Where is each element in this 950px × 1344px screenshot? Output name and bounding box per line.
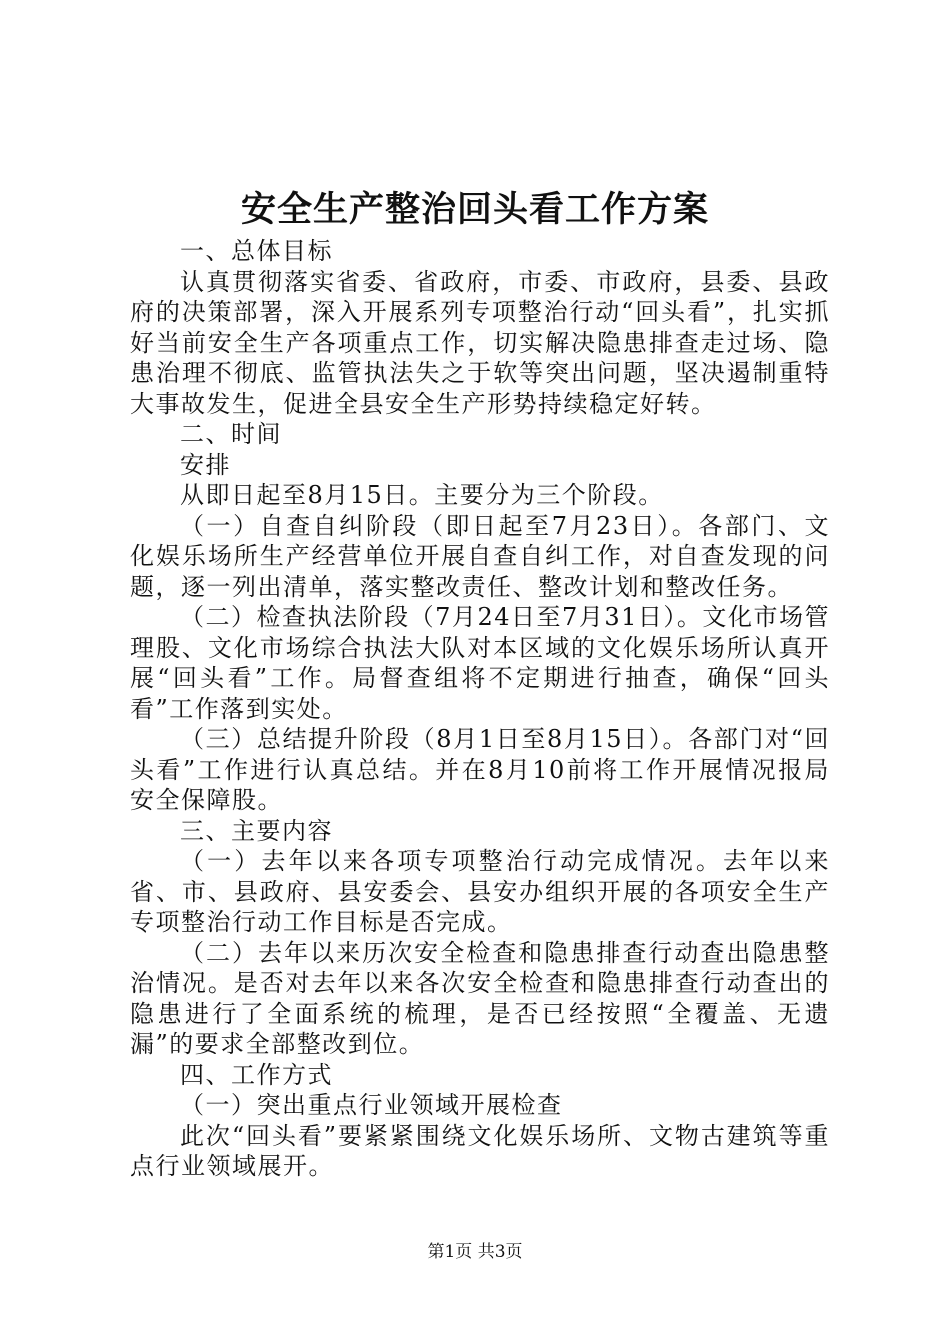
paragraph-stage-2: （二）检查执法阶段（7月24日至7月31日）。文化市场管理股、文化市场综合执法大队对本区域的文化娱乐场所认真开展“回头看”工作。局督查组将不定期进行抽查，确保“回头看”工作落到实处。	[130, 603, 830, 723]
paragraph-content-1: （一）去年以来各项专项整治行动完成情况。去年以来省、市、县政府、县安委会、县安办组织开展的各项安全生产专项整治行动工作目标是否完成。	[130, 847, 830, 936]
page-footer	[0, 1240, 950, 1264]
page-number: 第1页 共3页	[427, 1242, 523, 1262]
document-body	[130, 236, 830, 1182]
document-title: 安全生产整治回头看工作方案	[240, 189, 709, 230]
paragraph-arrangement: 安排	[180, 450, 231, 479]
paragraph-method-heading: （一）突出重点行业领域开展检查	[180, 1091, 563, 1119]
paragraph-content-2: （二）去年以来历次安全检查和隐患排查行动查出隐患整治情况。是否对去年以来各次安全检查和隐患排查行动查出的隐患进行了全面系统的梳理，是否已经按照“全覆盖、无遗漏”的要求全部整改到位。	[130, 938, 830, 1058]
section-heading-4: 四、工作方式	[180, 1060, 333, 1089]
paragraph-method-body: 此次“回头看”要紧紧围绕文化娱乐场所、文物古建筑等重点行业领域展开。	[130, 1121, 830, 1180]
paragraph-goal: 认真贯彻落实省委、省政府，市委、市政府，县委、县政府的决策部署，深入开展系列专项整治行动“回头看”，扎实抓好当前安全生产各项重点工作，切实解决隐患排查走过场、隐患治理不彻底、监管执法失之于软等突出问题，坚决遏制重特大事故发生，促进全县安全生产形势持续稳定好转。	[130, 267, 830, 418]
section-heading-1: 一、总体目标	[180, 237, 333, 265]
paragraph-stage-3: （三）总结提升阶段（8月1日至8月15日）。各部门对“回头看”工作进行认真总结。并在8月10前将工作开展情况报局安全保障股。	[130, 725, 830, 814]
paragraph-stage-1: （一）自查自纠阶段（即日起至7月23日）。各部门、文化娱乐场所生产经营单位开展自查自纠工作，对自查发现的问题，逐一列出清单，落实整改责任、整改计划和整改任务。	[130, 511, 830, 601]
section-heading-3: 三、主要内容	[180, 816, 333, 845]
paragraph-period: 从即日起至8月15日。主要分为三个阶段。	[180, 481, 664, 509]
section-heading-2: 二、时间	[180, 420, 282, 448]
